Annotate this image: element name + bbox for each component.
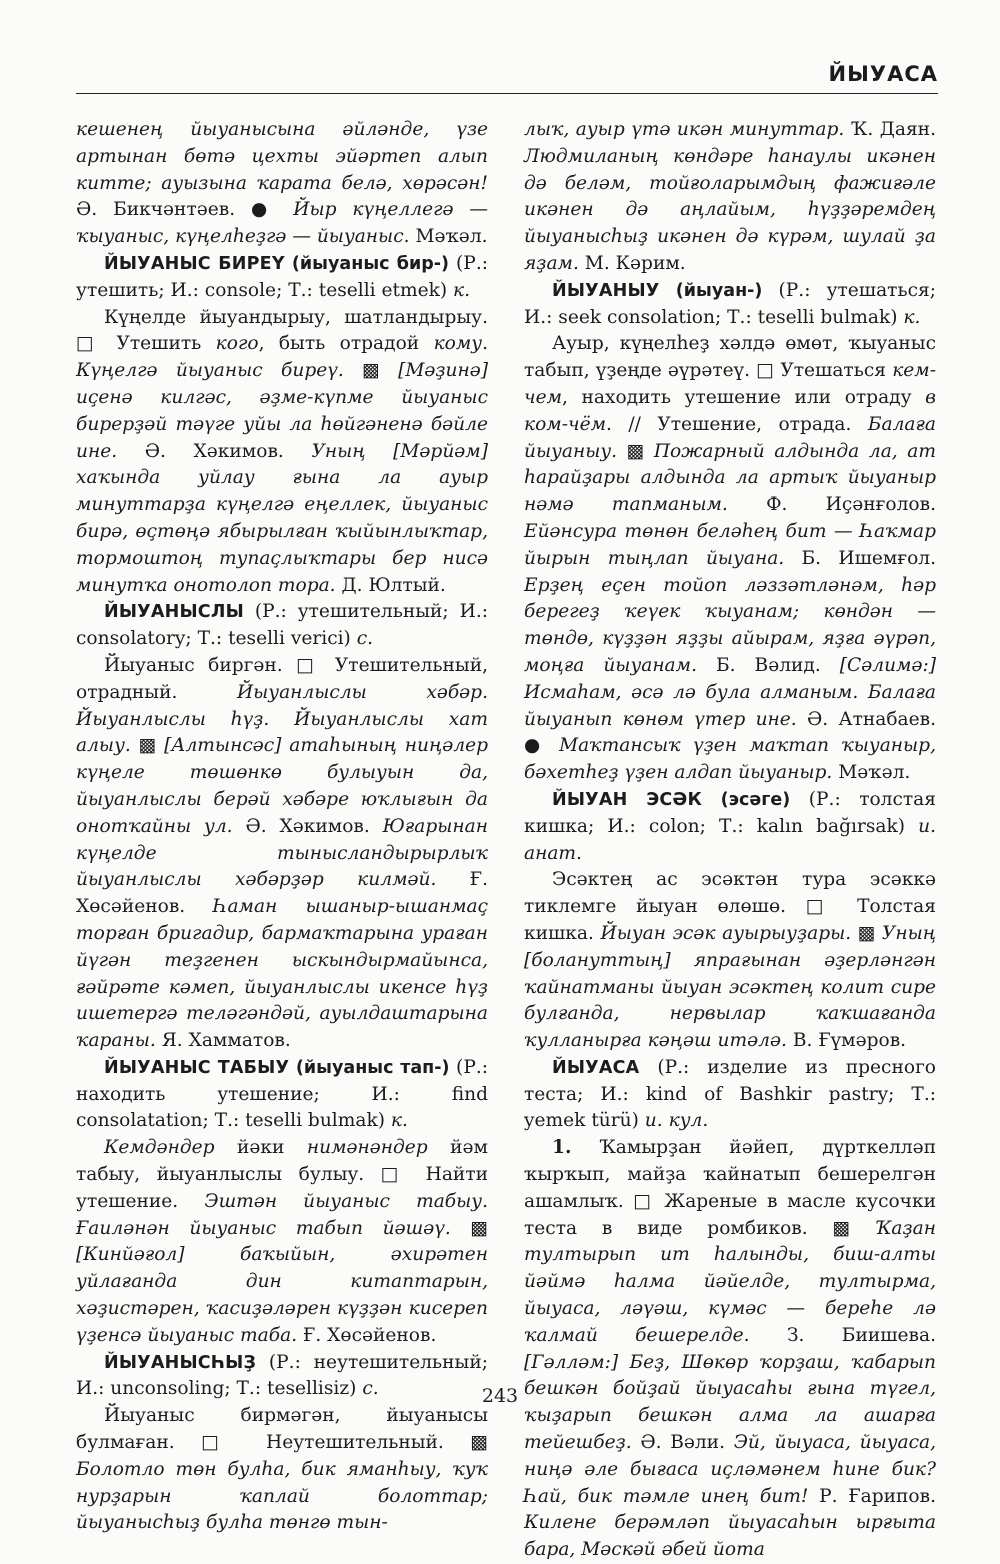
running-head: ЙЫУАСА	[828, 62, 938, 86]
headword: ЙЫУАСА	[552, 1057, 640, 1078]
entry-definition: 1. Ҡамырҙан йәйеп, дүрткелләп ҡырҡып, майҙа ҡайнатып бешерелгән ашамлыҡ. □ Жареные в масле кусочки теста в виде ромбиков. ▩ Ҡаҙан тултырып ит һалынды, биш-алты йәймә һалма йәйелде, тултырма, йыуаса, ләүәш, күмәс — береһе лә ҡалмай бешерелде. З. Биишева. [Гәлләм:] Беҙ, Шөкөр ҡорҙаш, ҡабарып бешкән бойҙай йыуасаһы ғына түгел, ҡыҙарып бешкән алма ла ашарға тейешбеҙ. Ә. Вәли. Эй, йыуаса, йыуаса, ниңә әле бығаса иҫләмәнем һине бик? Һай, бик тәмле инең бит! Р. Ғарипов. Килене берәмләп йыуасаһын ырғыта бара, Мәскәй әбей йота	[524, 1137, 937, 1561]
left-column	[76, 117, 488, 1537]
dictionary-entry: ЙЫУАН ЭСӘК (эсәге) (Р.: толстая кишка; И.: colon; Т.: kalın bağırsak) и. анат.	[524, 788, 936, 864]
dictionary-entry: ЙЫУАНЫУ (йыуан-) (Р.: утешаться; И.: seek consolation; Т.: teselli bulmak) к.	[524, 279, 936, 328]
headword: ЙЫУАНЫУ	[552, 280, 660, 301]
headword: ЙЫУАНЫСҺЫҘ	[104, 1352, 257, 1373]
right-column	[524, 117, 936, 1564]
continued-entry: лыҡ, ауыр үтә икән минуттар. Ҡ. Даян. Людмиланың көндәре һанаулы икәнен дә беләм, тойғоларымдың фажиғәле икәнен дә аңлайым, һүҙҙәремдең йыуанысһыҙ икәнен дә күрәм, шулай ҙа яҙам. М. Кәрим.	[524, 119, 936, 274]
entry-definition: Йыуаныс биргән. □ Утешительный, отрадный. Йыуанлыслы хәбәр. Йыуанлыслы һүҙ. Йыуанлыслы хат алыу. ▩ [Алтынсәс] атаһының ниңәлер күңеле төшөнкө булыуын да, йыуанлыслы берәй хәбәре юҡлығын да онотҡайны ул. Ә. Хәкимов. Юғарынан күңелде тынысландырырлыҡ йыуанлыслы хәбәрҙәр килмәй. Ғ. Хөсәйенов. Һаман ышаныр-ышанмаҫ торған бригадир, бармаҡтарына ураған йүгән теҙгенен ыскындырмайынса, ғәйрәте кәмеп, йыуанлыслы икенсе һүҙ ишетергә теләгәндәй, ауылдаштарына ҡараны. Я. Хамматов.	[76, 654, 488, 1052]
headword: ЙЫУАН ЭСӘК	[552, 789, 702, 810]
entry-definition: Йыуаныс бирмәгән, йыуанысы булмаған. □ Неутешительный. ▩ Болотло төн булһа, бик яманһыу, ҡуҡ нурҙарын ҡаплай болоттар; йыуанысһыҙ булһа төнгө тын-	[76, 1405, 488, 1534]
dictionary-entry: ЙЫУАНЫСҺЫҘ (Р.: неутешительный; И.: unconsoling; Т.: tesellisiz) с.	[76, 1351, 488, 1400]
continued-entry: кешенең йыуанысына әйләнде, үзе артынан бөтә цехты эйәртеп алып китте; ауызына ҡарата белә, хөрәсән! Ә. Бикчәнтәев. ● Йыр күңеллегә — ҡыуаныс, күңелһеҙгә — йыуаныс. Мәҡәл.	[76, 119, 488, 248]
headword: ЙЫУАНЫС ТАБЫУ	[104, 1057, 290, 1078]
dictionary-entry: ЙЫУАНЫС ТАБЫУ (йыуаныс тап-) (Р.: находить утешение; И.: find consolatation; Т.: teselli bulmak) к.	[76, 1056, 488, 1132]
entry-definition: Ауыр, күңелһеҙ хәлдә өмөт, ҡыуаныс табып, үҙеңде әүрәтеү. □ Утешаться кем-чем, находить утешение или отраду в ком-чём. // Утешение, отрада. Балаға йыуаныу. ▩ Пожарный алдында ла, ат һарайҙары алдында ла артыҡ йыуаныр нәмә тапманым. Ф. Иҫәнғолов. Ейәнсура төнөн беләһең бит — Һаҡмар йырын тыңлап йыуана. Б. Ишемғол. Ерҙең еҫен тойоп ләззәтләнәм, һәр берегеҙ ҡеүек ҡыуанам; көндән — төндө, күҙҙән яҙҙы айырам, яҙға әүрәп, моңға йыуанам. Б. Вәлид. [Сәлимә:] Исмаһам, әсә лә була алманым. Балаға йыуанып көнөм үтер ине. Ә. Атнабаев. ● Маҡтансыҡ үҙен маҡтап ҡыуаныр, бәхетһеҙ үҙен алдап йыуаныр. Мәҡәл.	[524, 333, 936, 784]
headword: ЙЫУАНЫСЛЫ	[104, 602, 244, 623]
dictionary-entry: ЙЫУАСА (Р.: изделие из пресного теста; И.: kind of Bashkir pastry; Т.: yemek türü) и. кул.	[524, 1056, 936, 1132]
page-number: 243	[481, 1385, 519, 1407]
header-rule	[76, 93, 938, 94]
sense-number: 1.	[552, 1137, 572, 1159]
entry-definition: Күңелде йыуандырыу, шатландырыу. □ Утешить кого, быть отрадой кому. Күңелгә йыуаныс биреү. ▩ [Мәҙинә] иҫенә килгәс, әҙме-күпме йыуаныс бирерҙәй тәүге уйы ла һөйгәненә бәйле ине. Ә. Хәкимов. Уның [Мәрйәм] хаҡында уйлау ғына ла ауыр минуттарҙа күңелгә еңеллек, йыуаныс бирә, өҫтөңә ябырылған ҡыйынлыҡтар, тормоштоң тупаҫлыҡтары бер нисә минутҡа онотолоп тора. Д. Юлтый.	[76, 306, 488, 596]
entry-definition: Эсәктең ас эсәктән тура эсәккә тиклемге йыуан өлөшө. □ Толстая кишка. Йыуан эсәк ауырыуҙары. ▩ Уның [болануттың] япрағынан әҙерләнгән ҡайнатманы йыуан эсәктең колит сире булғанда, нервылар ҡаҡшағанда ҡулланырға кәңәш итәлә. В. Ғүмәров.	[524, 869, 936, 1052]
dictionary-entry: ЙЫУАНЫС БИРЕҮ (йыуаныс бир-) (Р.: утешить; И.: console; Т.: teselli etmek) к.	[76, 252, 488, 301]
headword: ЙЫУАНЫС БИРЕҮ	[104, 253, 285, 274]
entry-definition: Кемдәндер йәки нимәнәндер йәм табыу, йыуанлыслы булыу. □ Найти утешение. Эштән йыуаныс табыу. Ғаиләнән йыуаныс табып йәшәү. ▩ [Кинйәғол] баҡыйын, әхирәтен уйлағанда дин китаптарын, хәҙистәрен, ҡасиҙәләрен күҙҙән кисереп үҙенсә йыуаныс таба. Ғ. Хөсәйенов.	[76, 1137, 489, 1346]
dictionary-entry: ЙЫУАНЫСЛЫ (Р.: утешительный; И.: consolatory; Т.: teselli verici) с.	[76, 601, 488, 650]
